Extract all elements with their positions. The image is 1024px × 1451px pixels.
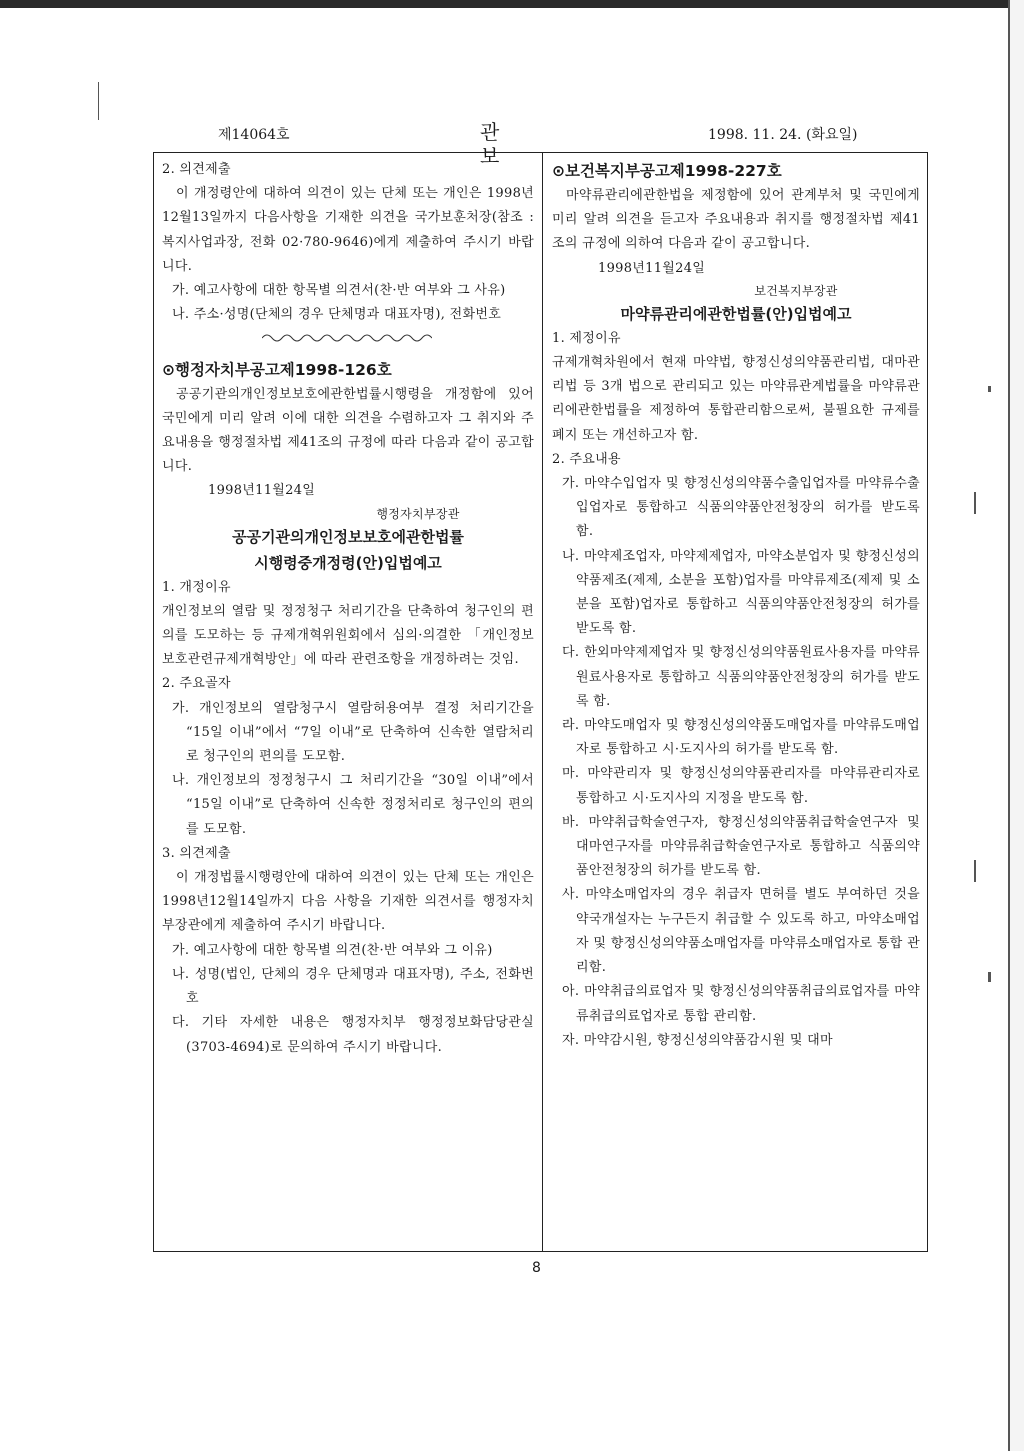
paragraph: 개인정보의 열람 및 정정청구 처리기간을 단축하여 청구인의 편의를 도모하는 등 규제개혁위원회에서 심의·의결한 「개인정보보호관련규제개혁방안」에 따라 관련조항을 개정하려는 것임. xyxy=(162,603,534,668)
section-heading: 1. 개정이유 xyxy=(162,579,231,595)
scan-edge-right xyxy=(1008,0,1024,1451)
list-item: 나. 주소·성명(단체의 경우 단체명과 대표자명), 전화번호 xyxy=(172,307,502,323)
bill-title: 공공기관의개인정보보호에관한법률 xyxy=(232,527,464,546)
scan-speck xyxy=(974,492,976,514)
notice-issuer: 보건복지부장관 xyxy=(754,283,838,298)
list-item: 가. 예고사항에 대한 항목별 의견서(찬·반 여부와 그 사유) xyxy=(172,283,506,299)
list-item: 라. 마약도매업자 및 향정신성의약품도매업자를 마약류도매업자로 통합하고 시·도지사의 허가를 받도록 함. xyxy=(562,718,920,758)
left-column xyxy=(162,158,534,1060)
scan-edge-top xyxy=(0,0,1024,8)
wavy-separator xyxy=(262,331,432,345)
paragraph: 이 개정법률시행령안에 대하여 의견이 있는 단체 또는 개인은 1998년12월14일까지 다음 사항을 기재한 의견서를 행정자치부장관에게 제출하여 주시기 바랍니다. xyxy=(162,870,534,934)
paragraph: 이 개정령안에 대하여 의견이 있는 단체 또는 개인은 1998년12월13일까지 다음사항을 기재한 의견을 국가보훈처장(참조 : 복지사업과장, 전화 02·780-9646)에게 제출하여 주시기 바랍니다. xyxy=(162,186,534,274)
notice-title: ⊙행정자치부공고제1998-126호 xyxy=(162,360,392,379)
notice-issuer: 행정자치부장관 xyxy=(376,506,460,521)
notice-date: 1998년11월24일 xyxy=(208,483,316,499)
gazette-date: 1998. 11. 24. (화요일) xyxy=(708,127,858,143)
bill-title: 마약류관리에관한법률(안)입법예고 xyxy=(620,304,852,323)
list-item: 다. 한외마약제제업자 및 향정신성의약품원료사용자를 마약류원료사용자로 통합하고 식품의약품안전청장의 허가를 받도록 함. xyxy=(562,645,920,709)
paragraph: 규제개혁차원에서 현재 마약법, 향정신성의약품관리법, 대마관리법 등 3개 법으로 관리되고 있는 마약류관계법률을 마약류관리에관한법률을 제정하여 통합관리함으로써, 불필요한 규제를 폐지 또는 개선하고자 함. xyxy=(552,355,920,443)
list-item: 나. 개인정보의 정정청구시 그 처리기간을 “30일 이내”에서 “15일 이내”로 단축하여 신속한 정정처리로 청구인의 편의를 도모함. xyxy=(172,773,534,837)
page-number: 8 xyxy=(532,1260,541,1276)
section-heading: 3. 의견제출 xyxy=(162,845,231,861)
list-item: 나. 마약제조업자, 마약제제업자, 마약소분업자 및 향정신성의약품제조(제제, 소분을 포함)업자를 마약류제조(제제 및 소분을 포함)업자로 통합하고 식품의약품안전청장의 허가를 받도록 함. xyxy=(562,548,920,637)
gazette-title: 관 보 xyxy=(480,120,584,168)
bill-title: 시행령중개정령(안)입법예고 xyxy=(254,553,442,572)
list-item: 자. 마약감시원, 향정신성의약품감시원 및 대마 xyxy=(562,1032,833,1048)
list-item: 가. 예고사항에 대한 항목별 의견(찬·반 여부와 그 이유) xyxy=(172,942,493,958)
list-item: 나. 성명(법인, 단체의 경우 단체명과 대표자명), 주소, 전화번호 xyxy=(172,966,534,1007)
scan-speck xyxy=(988,386,991,392)
list-item: 다. 기타 자세한 내용은 행정자치부 행정정보화담당관실(3703-4694)로 문의하여 주시기 바랍니다. xyxy=(172,1015,534,1055)
scan-speck xyxy=(98,82,99,120)
list-item: 마. 마약관리자 및 향정신성의약품관리자를 마약류관리자로 통합하고 시·도지사의 지정을 받도록 함. xyxy=(562,766,920,806)
section-heading: 2. 주요골자 xyxy=(162,676,231,692)
section-heading: 1. 제정이유 xyxy=(552,330,621,346)
scan-speck xyxy=(974,860,976,882)
notice-title: ⊙보건복지부공고제1998-227호 xyxy=(552,162,782,180)
list-item: 아. 마약취급의료업자 및 향정신성의약품취급의료업자를 마약류취급의료업자로 통합 관리함. xyxy=(562,984,920,1024)
list-item: 가. 개인정보의 열람청구시 열람허용여부 결정 처리기간을 “15일 이내”에서 “7일 이내”로 단축하여 신속한 열람처리로 청구인의 편의를 도모함. xyxy=(172,700,534,765)
notice-date: 1998년11월24일 xyxy=(598,260,706,276)
list-item: 사. 마약소매업자의 경우 취급자 면허를 별도 부여하던 것을 약국개설자는 누구든지 취급할 수 있도록 하고, 마약소매업자 및 향정신성의약품소매업자를 마약류소매업자로 통합 관리함. xyxy=(562,887,920,976)
paragraph: 공공기관의개인정보보호에관한법률시행령을 개정함에 있어 국민에게 미리 알려 이에 대한 의견을 수렴하고자 그 취지와 주요내용을 행정절차법 제41조의 규정에 따라 다음과 같이 공고합니다. xyxy=(162,386,534,475)
section-heading: 2. 의견제출 xyxy=(162,162,231,177)
list-item: 바. 마약취급학술연구자, 향정신성의약품취급학술연구자 및 대마연구자를 마약류취급학술연구자로 통합하고 식품의약품안전청장의 허가를 받도록 함. xyxy=(562,814,920,879)
paragraph: 마약류관리에관한법을 제정함에 있어 관계부처 및 국민에게 미리 알려 의견을 듣고자 주요내용과 취지를 행정절차법 제41조의 규정에 의하여 다음과 같이 공고합니다. xyxy=(552,188,920,252)
column-divider xyxy=(542,153,543,1251)
right-column xyxy=(552,158,920,1053)
scan-speck xyxy=(988,972,991,982)
gazette-issue-number: 제14064호 xyxy=(218,127,290,143)
list-item: 가. 마약수입업자 및 향정신성의약품수출입업자를 마약류수출입업자로 통합하고 식품의약품안전청장의 허가를 받도록 함. xyxy=(562,476,920,540)
section-heading: 2. 주요내용 xyxy=(552,451,621,467)
